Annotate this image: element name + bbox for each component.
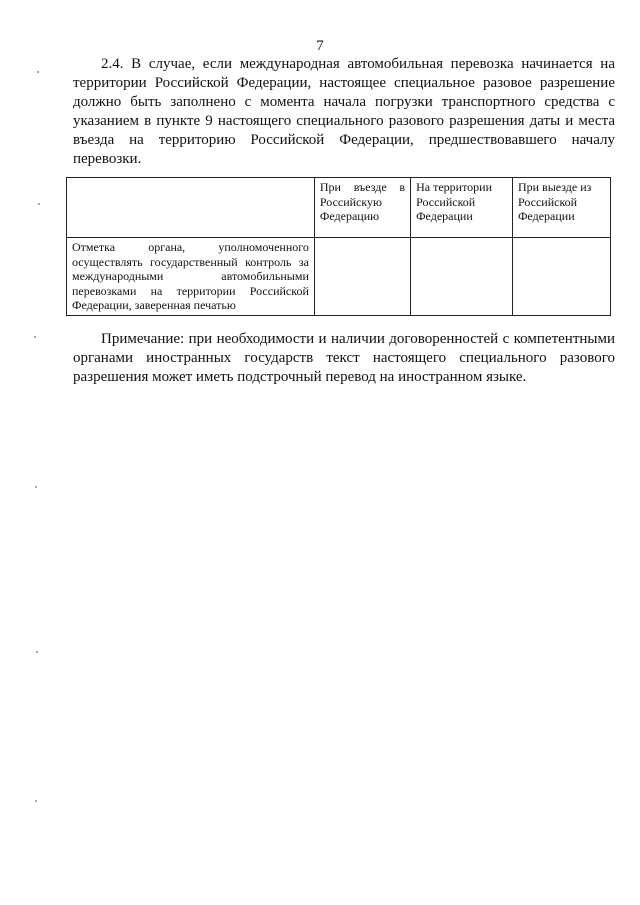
permit-marks-table (66, 177, 611, 316)
scan-speck (36, 651, 38, 653)
table-row (67, 238, 611, 316)
note-paragraph: Примечание: при необходимости и наличии договоренностей с компетентными органами иностранных государств текст настоящего специального разового разрешения может иметь подстрочный перевод на иностранном языке. (73, 331, 615, 385)
header-cell-exit: При выезде из Российской Федерации (512, 178, 610, 238)
territory-mark-cell (411, 238, 513, 316)
exit-mark-cell (512, 238, 610, 316)
page-number: 7 (316, 38, 324, 54)
scan-speck (35, 800, 37, 802)
scan-speck (38, 203, 40, 205)
scan-speck (37, 71, 39, 73)
header-cell-territory: На территории Российской Федерации (411, 178, 513, 238)
header-cell-empty (67, 178, 315, 238)
row-label-cell: Отметка органа, уполномоченного осуществлять государственный контроль за международными автомобильными перевозками на территории Российской Федерации, заверенная печатью (67, 238, 315, 316)
scan-speck (35, 486, 37, 488)
table-header-row (67, 178, 611, 238)
header-cell-entry: При въезде в Российскую Федерацию (314, 178, 410, 238)
paragraph-2-4: 2.4. В случае, если международная автомобильная перевозка начинается на территории Российской Федерации, настоящее специальное разовое разрешение должно быть заполнено с момента начала погрузки транспортного средства с указанием в пункте 9 настоящего специального разового разрешения даты и места въезда на территорию Российской Федерации, предшествовавшего началу перевозки. (73, 56, 615, 167)
scan-speck (34, 336, 36, 338)
entry-mark-cell (314, 238, 410, 316)
